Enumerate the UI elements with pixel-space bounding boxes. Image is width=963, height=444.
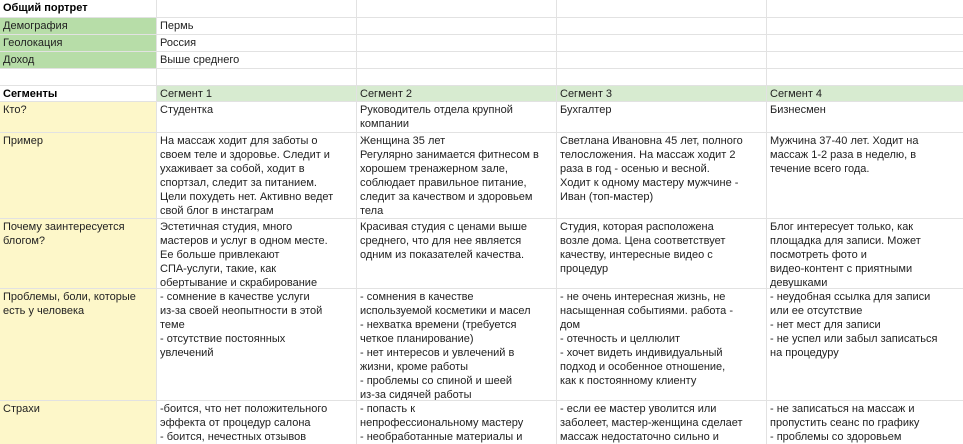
segment-cell[interactable]: - сомнения в качестве используемой косметики и масел - нехватка времени (требуется четкое планирование) - нет интересов и увлечений в жизни, кроме работы - проблемы со спиной и шеей из-за сидячей работы [357,289,557,400]
segment-cell[interactable]: - неудобная ссылка для записи или ее отсутствие - нет мест для записи - не успел или забыл записаться на процедуру [770,291,938,359]
empty-cell[interactable] [557,0,767,17]
segment-row-problems [0,289,963,401]
portrait-value[interactable]: Пермь [157,18,357,34]
row-label[interactable]: Проблемы, боли, которые есть у человека [0,289,157,400]
segment-cell[interactable]: Эстетичная студия, много мастеров и услуг в одном месте. Ее больше привлекают СПА-услуги, такие, как обертывание и скрабирование [157,219,357,288]
segment-row-fears [0,401,963,444]
empty-cell[interactable] [157,0,357,17]
portrait-value[interactable]: Россия [157,35,357,51]
segments-header-row [0,86,963,102]
segment-column-header[interactable]: Сегмент 1 [157,86,357,101]
segment-cell[interactable]: - не очень интересная жизнь, не насыщенная событиями. работа - дом - отечность и целлюлит - хочет видеть индивидуальный подход и особенное отношение, как к постоянному клиенту [557,289,767,400]
segment-cell[interactable]: - если ее мастер уволится или заболеет, мастер-женщина сделает массаж недостаточно сильно и [557,401,767,444]
empty-cell[interactable] [157,69,357,85]
row-label[interactable]: Почему заинтересуется блогом? [0,219,157,288]
segment-cell[interactable]: Блог интересует только, как площадка для записи. Может посмотреть фото и видео-контент с приятными девушками [770,221,921,288]
portrait-value[interactable]: Выше среднего [157,52,357,68]
empty-cell[interactable] [767,52,963,68]
portrait-title[interactable]: Общий портрет [0,0,157,17]
segment-cell[interactable]: - не записаться на массаж и пропустить сеанс по графику - проблемы со здоровьем [770,403,920,443]
segment-column-header[interactable]: Сегмент 3 [557,86,767,101]
segment-row-interest [0,219,963,289]
empty-cell[interactable] [357,0,557,17]
segment-cell[interactable]: -боится, что нет положительного эффекта от процедур салона - боится, нечестных отзывов [157,401,357,444]
segment-cell[interactable]: Красивая студия с ценами выше среднего, что для нее является одним из показателей качества. [357,219,557,288]
empty-cell[interactable] [557,18,767,34]
segment-cell[interactable]: Бухгалтер [557,102,767,132]
segment-cell[interactable]: На массаж ходит для заботы о своем теле и здоровье. Следит и ухаживает за собой, ходит в спортзал, следит за питанием. Цели похудеть нет. Активно ведет свой блог в инстаграм [157,133,357,218]
empty-cell[interactable] [767,69,963,85]
portrait-label[interactable]: Демография [0,18,157,34]
row-label[interactable]: Страхи [0,401,157,444]
empty-cell[interactable] [557,52,767,68]
row-label[interactable]: Пример [0,133,157,218]
segment-cell[interactable]: Руководитель отдела крупной компании [357,102,557,132]
portrait-label[interactable]: Геолокация [0,35,157,51]
empty-cell[interactable] [357,18,557,34]
empty-cell[interactable] [357,52,557,68]
portrait-row-geolocation [0,35,963,52]
portrait-title-row [0,0,963,18]
segment-cell[interactable]: - попасть к непрофессиональному мастеру - необработанные материалы и [357,401,557,444]
segment-cell[interactable]: Женщина 35 лет Регулярно занимается фитнесом в хорошем тренажерном зале, соблюдает правильное питание, следит за качеством и здоровьем тела [357,133,557,218]
portrait-row-income [0,52,963,69]
empty-cell[interactable] [357,69,557,85]
segment-column-header[interactable]: Сегмент 4 [767,86,963,101]
empty-cell[interactable] [767,0,963,17]
portrait-row-demography [0,18,963,35]
empty-cell[interactable] [767,35,963,51]
empty-cell[interactable] [767,18,963,34]
empty-cell[interactable] [557,69,767,85]
segment-cell[interactable]: Светлана Ивановна 45 лет, полного телосложения. На массаж ходит 2 раза в год - осенью и весной. Ходит к одному мастеру мужчине - Иван (топ-мастер) [557,133,767,218]
segment-column-header[interactable]: Сегмент 2 [357,86,557,101]
row-label[interactable]: Кто? [0,102,157,132]
segments-header-label[interactable]: Сегменты [0,86,157,101]
segment-cell[interactable]: - сомнение в качестве услуги из-за своей неопытности в этой теме - отсутствие постоянных увлечений [157,289,357,400]
empty-cell[interactable] [0,69,157,85]
segment-cell[interactable]: Студентка [157,102,357,132]
spacer-row [0,69,963,86]
segment-cell[interactable]: Бизнесмен [770,104,826,116]
empty-cell[interactable] [357,35,557,51]
segment-row-who [0,102,963,133]
segment-cell[interactable]: Студия, которая расположена возле дома. Цена соответствует качеству, интересные видео с процедур [557,219,767,288]
portrait-label[interactable]: Доход [0,52,157,68]
empty-cell[interactable] [557,35,767,51]
segment-cell[interactable]: Мужчина 37-40 лет. Ходит на массаж 1-2 раза в неделю, в течение всего года. [770,135,919,175]
segment-row-example [0,133,963,219]
